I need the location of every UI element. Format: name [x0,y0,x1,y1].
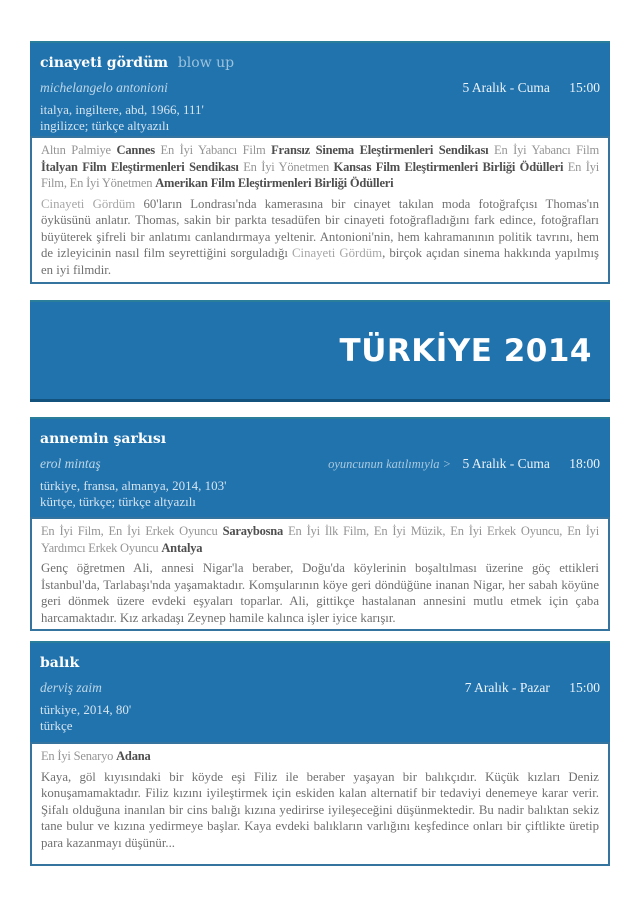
screening-date: 5 Aralık - Cuma [462,80,550,95]
section-banner [30,300,610,402]
screening-info [454,80,600,96]
film-title-row [40,55,600,72]
section-banner-title: TÜRKİYE 2014 [339,332,592,369]
screening-date: 5 Aralık - Cuma [462,456,550,471]
screening-info [457,680,600,696]
film-title: balık [40,655,80,671]
film-director: michelangelo antonioni [40,80,168,95]
film-meta [40,478,600,510]
film-countries-year-duration: türkiye, fransa, almanya, 2014, 103' [40,478,227,493]
screening-note: oyuncunun katılımıyla > [328,457,452,471]
screening-info [328,456,600,472]
film-header-cinayeti-gordum [30,41,610,136]
film-countries-year-duration: italya, ingiltere, abd, 1966, 111' [40,102,204,117]
film-meta [40,102,600,134]
film-awards: Altın Palmiye Cannes En İyi Yabancı Film Fransız Sinema Eleştirmenleri Sendikası En İyi Yabancı Film İtalyan Film Eleştirmenleri Sendikası En İyi Yönetmen Kansas Film Eleştirmenleri Birliği Ödülleri En İyi Film, En İyi Yönetmen Amerikan Film Eleştirmenleri Birliği Ödülleri [41,143,600,190]
film-title-row [40,431,600,448]
film-info-card-balik [30,742,610,866]
film-header-balik [30,641,610,742]
film-languages: kürtçe, türkçe; türkçe altyazılı [40,494,196,509]
screening-time: 15:00 [569,80,600,95]
film-languages: ingilizce; türkçe altyazılı [40,118,170,133]
film-awards: En İyi Film, En İyi Erkek Oyuncu Saraybosna En İyi İlk Film, En İyi Müzik, En İyi Erkek Oyuncu, En İyi Yardımcı Erkek Oyuncu Antalya [41,524,599,555]
screening-time: 15:00 [569,680,600,695]
film-director: erol mintaş [40,456,101,471]
screening-date: 7 Aralık - Pazar [464,680,550,695]
screening-time: 18:00 [569,456,600,471]
film-title: cinayeti gördüm [40,55,169,71]
film-original-title: blow up [177,55,235,71]
film-countries-year-duration: türkiye, 2014, 80' [40,702,132,717]
film-director-row [40,80,600,96]
film-director: derviş zaim [40,680,102,695]
film-director-row [40,456,600,472]
film-description: Cinayeti Gördüm 60'ların Londrası'nda kamerasına bir cinayet takılan moda fotoğrafçısı Thomas'ın öyküsünü anlatır. Thomas, sakin bir parkta tesadüfen bir cinayeti fotoğrafladığını fark edince, fotoğrafları büyüterek şifreli bir anlatımı canlandırmaya yeltenir. Antonioni'nin, hem kahramanının politik tavrını, hem de izleyicinin nasıl film seyrettiğini sorguladığı Cinayeti Gördüm, birçok açıdan sinema hakkında yapılmış en iyi filmdir. [41,196,599,277]
film-info-card-annemin-sarkisi [30,517,610,631]
film-description: Kaya, göl kıyısındaki bir köyde eşi Filiz ile beraber yaşayan bir balıkçıdır. Küçük kızları Deniz konuşamamaktadır. Filiz kızını iyileştirmek için eskiden kalan alternatif bir tedaviyi denemeye karar verir. Şifalı olduğuna inanılan bir cins balığı kızına yedirirse iyileşeceğini düşünmektedir. Bu nadir balıktan sekiz tane bulur ve kızına yedirmeye başlar. Kaya evdeki balıkların varlığını keşfedince onları bir çiftlikte üretip para kazanmayı düşünür... [41,769,599,850]
film-meta [40,702,600,734]
film-header-annemin-sarkisi [30,417,610,517]
film-languages: türkçe [40,718,73,733]
film-info-card-cinayeti-gordum [30,136,610,284]
film-awards: En İyi Senaryo Adana [41,749,151,763]
film-title-row [40,655,600,672]
film-director-row [40,680,600,696]
film-title: annemin şarkısı [40,431,167,447]
film-description: Genç öğretmen Ali, annesi Nigar'la beraber, Doğu'da köylerinin boşaltılması üzerine göç ettikleri İstanbul'da, Tarlabaşı'nda yaşamaktadır. Komşularının köye geri döndüğüne inanan Nigar, her sabah köyüne geri dönmek üzere evdeki eşyaları toparlar. Ali, gittikçe hastalanan annesini mutlu etmek için çaba harcamaktadır. Kız arkadaşı Zeynep hamile kalınca işler iyice karışır. [41,561,599,625]
